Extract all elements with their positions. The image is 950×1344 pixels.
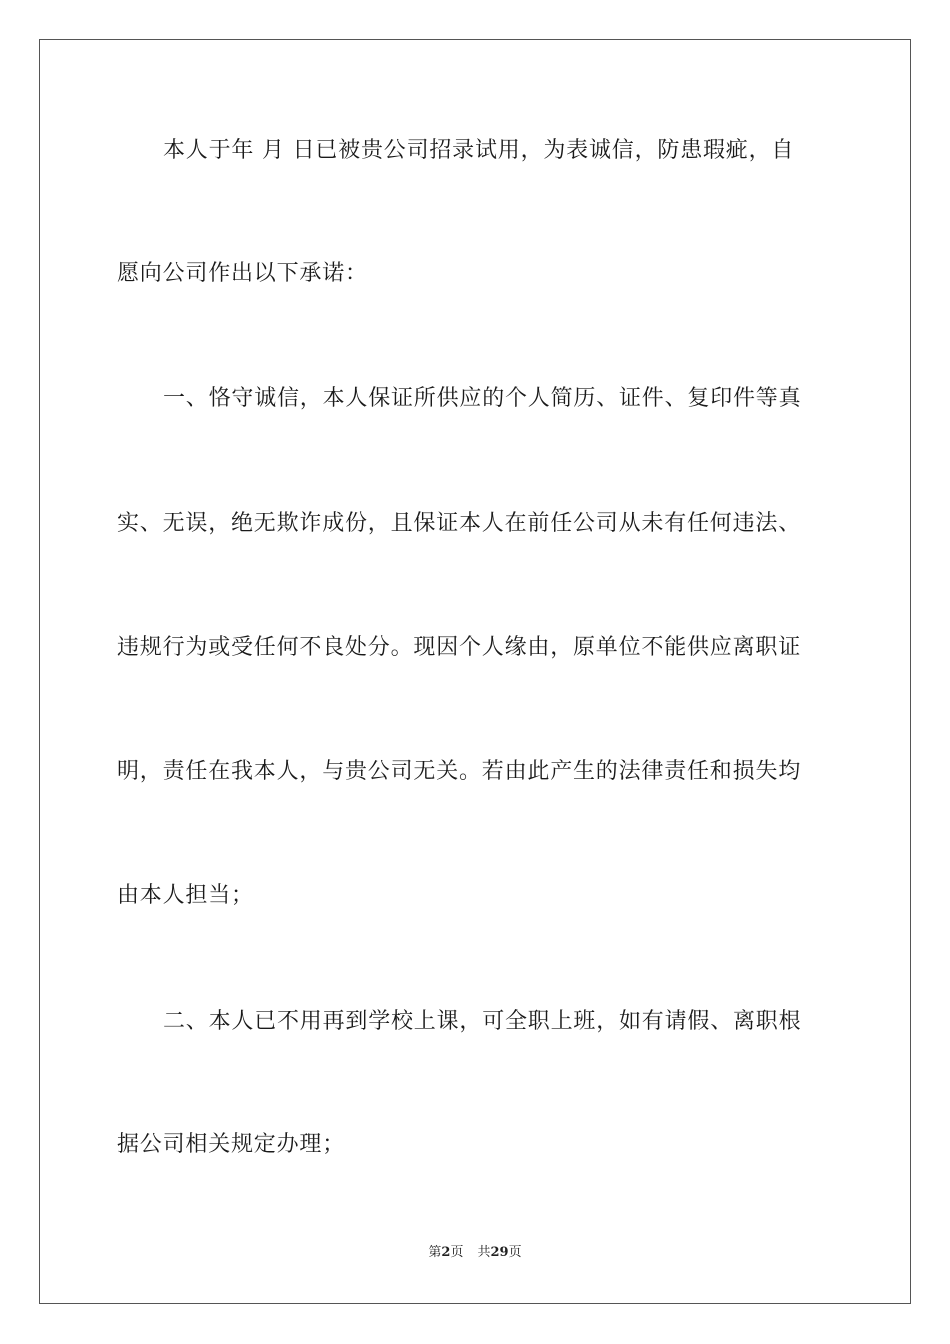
paragraph-2-line-2: 实、无误，绝无欺诈成份，且保证本人在前任公司从未有任何违法、: [117, 511, 802, 536]
page-footer: [0, 1244, 950, 1262]
paragraph-2-line-5: 由本人担当；: [117, 883, 254, 908]
paragraph-2-line-3: 违规行为或受任何不良处分。现因个人缘由，原单位不能供应离职证: [117, 635, 802, 660]
page-suffix: 页: [450, 1245, 464, 1260]
page-frame: [39, 39, 911, 1304]
total-suffix: 页: [508, 1245, 522, 1260]
paragraph-2-line-1: 一、恪守诚信，本人保证所供应的个人简历、证件、复印件等真: [163, 386, 802, 411]
paragraph-1-line-1: 本人于年 月 日已被贵公司招录试用，为表诚信，防患瑕疵，自: [163, 138, 795, 163]
paragraph-3-line-2: 据公司相关规定办理；: [117, 1132, 346, 1157]
page-prefix: 第: [428, 1245, 442, 1260]
total-prefix: 共: [477, 1245, 491, 1260]
paragraph-3-line-1: 二、本人已不用再到学校上课，可全职上班，如有请假、离职根: [163, 1009, 802, 1034]
page-number: 2: [441, 1245, 451, 1260]
paragraph-1-line-2: 愿向公司作出以下承诺：: [117, 261, 368, 286]
total-pages: 29: [490, 1245, 509, 1260]
paragraph-2-line-4: 明，责任在我本人，与贵公司无关。若由此产生的法律责任和损失均: [117, 759, 802, 784]
